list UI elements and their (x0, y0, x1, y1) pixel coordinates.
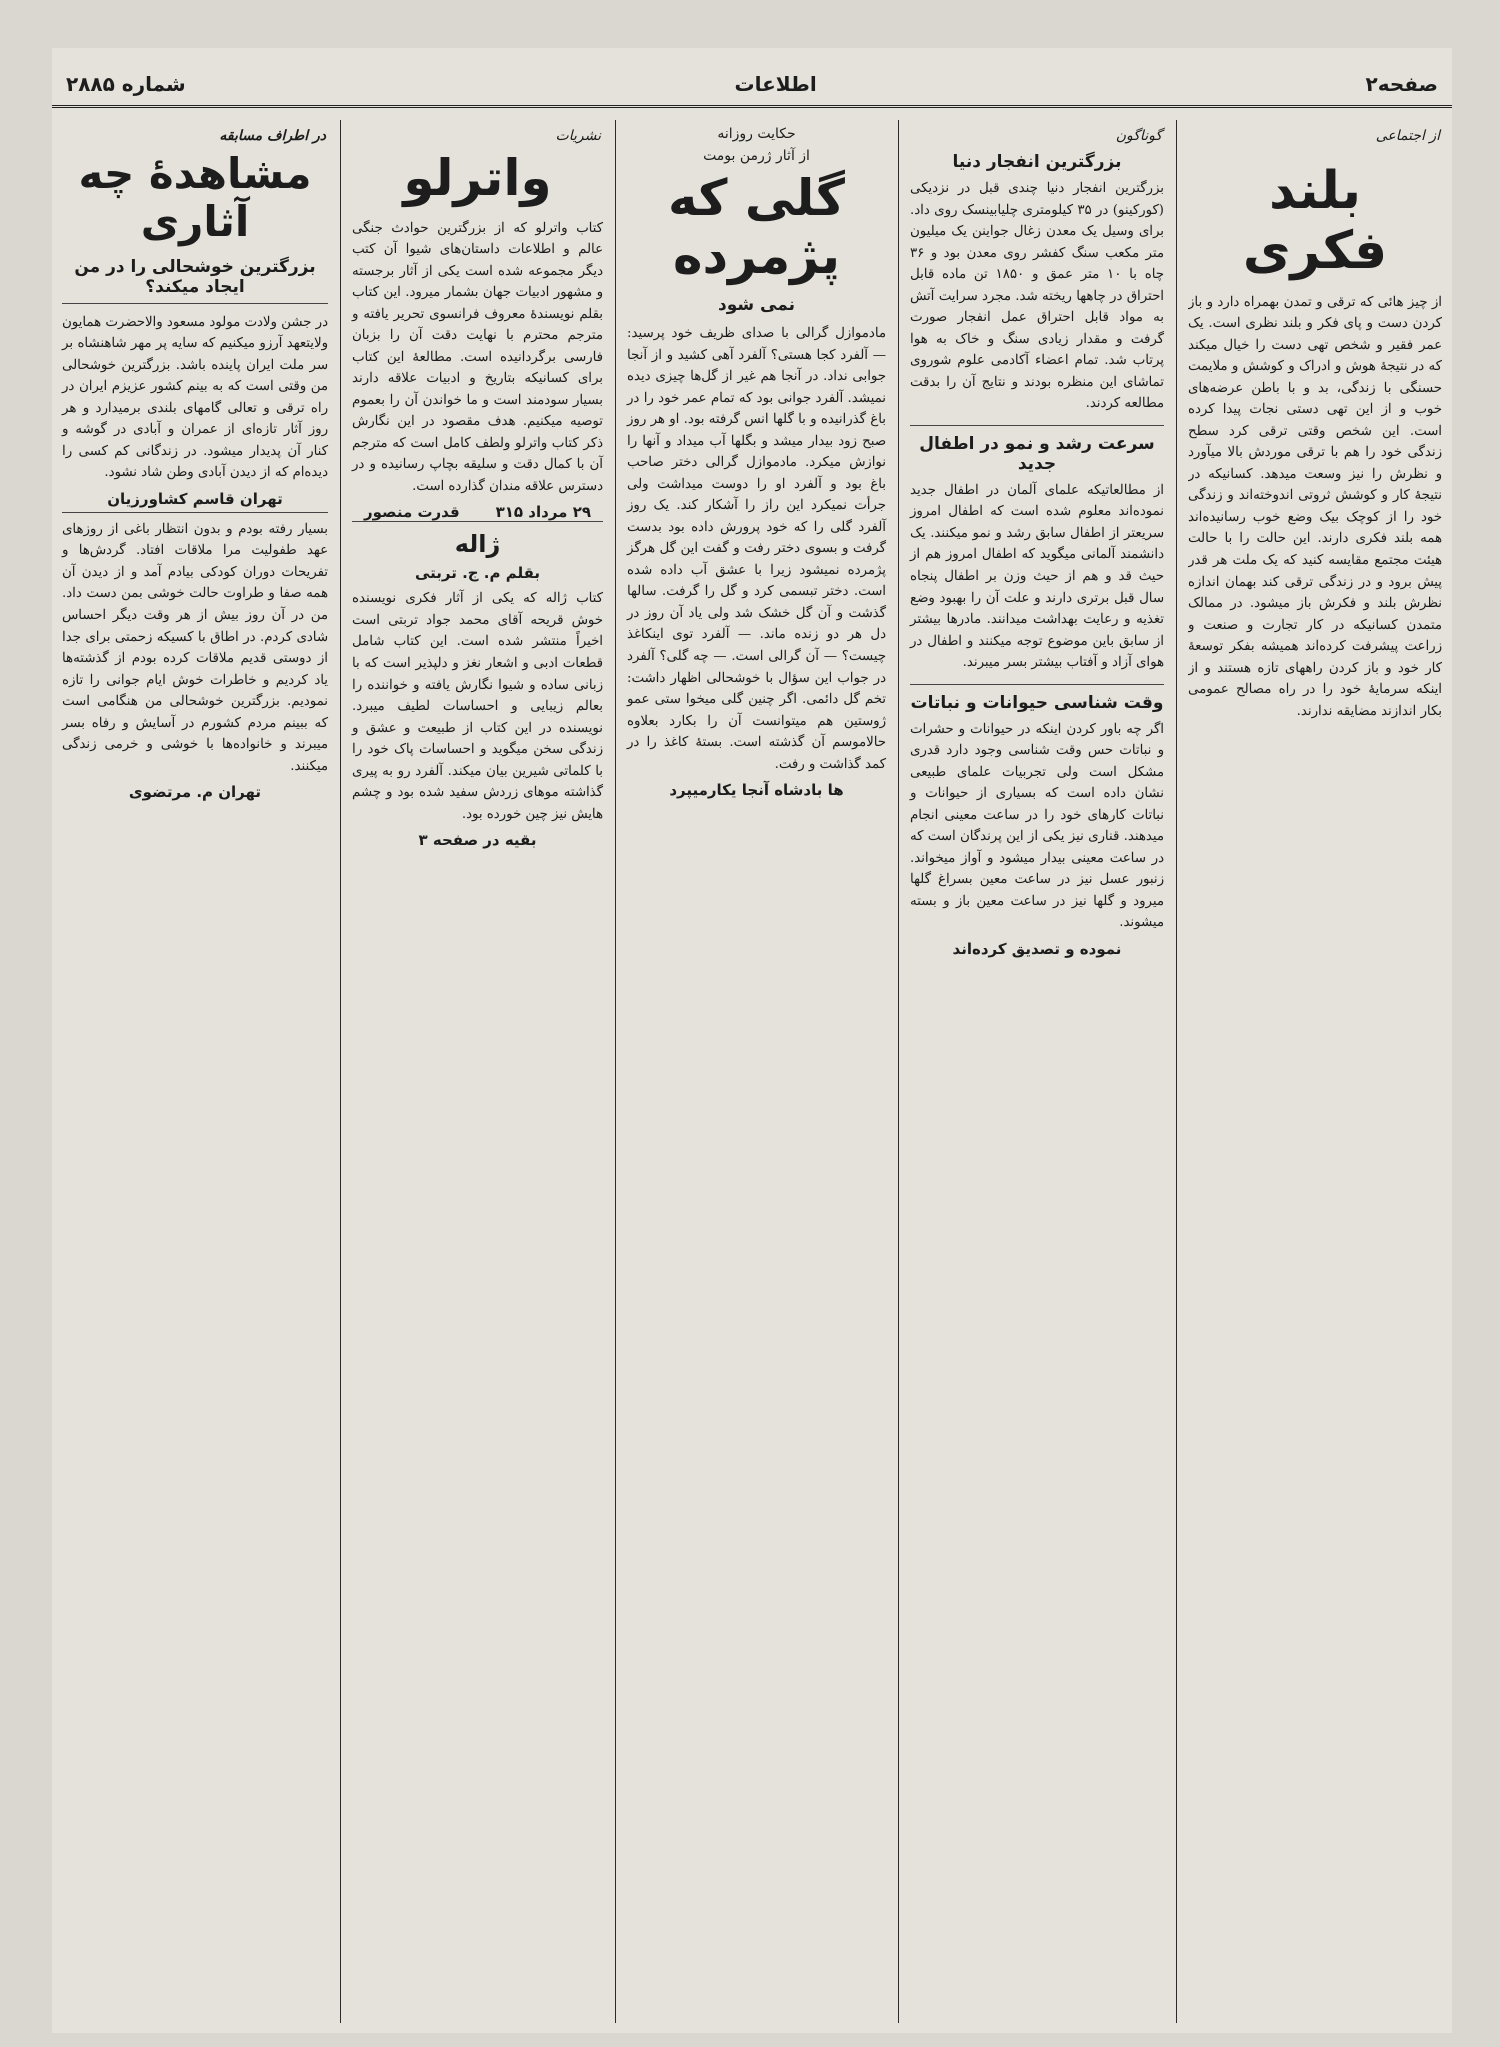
news-item-headline: سرعت رشد و نمو در اطفال جدید (919, 433, 1155, 474)
article-body: مادموازل گرالی با صدای ظریف خود پرسید: — آلفرد کجا هستی؟ آلفرد آهی کشید و از آنجا جوابی نداد. در آنجا هم غیر از گل‌ها چیزی دیده نمیشد. آلفرد جوانی بود که تمام عمر خود را در باغ گذرانیده و با گلها انس گرفته بود. او هر روز صبح زود بیدار میشد و بگلها آب میداد و آنها را نوازش میکرد. مادموازل گرالی دختر صاحب باغ بود و آلفرد او را دوست میداشت ولی جرأت نمیکرد این راز را آشکار کند. یک روز آلفرد گلی را که خود پرورش داده بود بدست گرفت و بسوی دختر رفت و گفت این گل هرگز پژمرده نمیشود زیرا با عشق آب داده شده است. دختر تبسمی کرد و گل را گرفت. سالها گذشت و آن گل خشک شد ولی یاد آن روز در دل هر دو زنده ماند. — آلفرد توی اینکاغذ چیست؟ — آن گرالی است. — چه گلی؟ آلفرد در جواب این سؤال با خوشحالی اظهار داشت: تخم گل دائمی. اگر چنین گلی میخوا ستی عمو ژوستین هم میتوانست آن را بکارد بعلاوه حالاموسم آن گذشته است. بستهٔ کاغذ را در کمد گذاشت و رفت. (627, 326, 886, 772)
news-item-body: اگر چه باور کردن اینکه در حیوانات و حشرات و نباتات حس وقت شناسی وجود دارد قدری مشکل است ولی تجربیات علمای طبیعی نشان داده است که بسیاری از حیوانات و نباتات کارهای خود را در ساعت معینی انجام میدهند. قناری نیز یکی از این پرندگان است که در ساعت معینی بیدار میشود و آواز میخواند. زنبور عسل نیز در ساعت معین بسراغ گلها میرود و گلها نیز در ساعت معین باز و بسته میشوند. (910, 721, 1164, 931)
column-rule (340, 120, 341, 2023)
article-headline: بلند فکری (1242, 161, 1388, 281)
news-item-body: بزرگترین انفجار دنیا چندی قبل در نزدیکی (کورکینو) در ۳۵ کیلومتری چلیابینسک روی داد. برای وسیل یک معدن زغال جواینن یک میلیون متر مکعب سنگ کفشر روی معدن بود و ۳۶ چاه با ۱۰ متر عمق و ۱۸۵۰ تن ماده قابل احتراق در چاهها ریخته شد. مجرد سرایت آتش به مواد قابل احتراق عمل انفجار صورت گرفت و مقدار زیادی سنگ و خاک به هوا پرتاب شد. تمام اعضاء آکادمی علوم شوروی تماشای این منظره بودند و نتایج آن را بدقت مطالعه کردند. (910, 181, 1164, 412)
news-item-headline: بزرگترین انفجار دنیا (952, 152, 1122, 172)
news-item-time-sense (910, 693, 1164, 958)
news-item-closing: نموده و تصدیق کرده‌اند (952, 939, 1122, 958)
article-subheadline: بزرگترین خوشحالی را در من ایجاد میکند؟ (62, 257, 328, 304)
contest-entry-byline: تهران م. مرتضوی (128, 783, 262, 802)
article-dateline (352, 503, 603, 522)
column-miscellany (900, 120, 1174, 2033)
news-item-headline: وقت شناسی حیوانات و نباتات (910, 692, 1164, 713)
column-publications (342, 120, 613, 2033)
section-rubric: نشریات (555, 128, 601, 144)
section-rubric: حکایت روزانه (717, 126, 796, 142)
review-byline: بقلم م. ج. تربتی (414, 564, 541, 583)
paper-name: اطلاعات (734, 71, 817, 96)
section-kicker: در اطراف مسابقه (219, 128, 326, 144)
contest-entry-body: در جشن ولادت مولود مسعود والاحضرت همایون ولایتعهد آرزو میکنیم که سایه پر مهر شاهنشاه بر سر ملت ایران پاینده باشد. بزرگترین خوشحالی من وقتی است که به بینم کشور عزیزم ایران در راه ترقی و تعالی گامهای بلندی برمیدارد و هر روز آثار تازه‌ای از عمران و آبادی در گوشه و کنار آن پدیدار میشود. در زندگانی کم کسی را دیده‌ام که از دیدن آبادی وطن شاد نشود. (62, 314, 328, 481)
article-boland-fekri (1178, 120, 1452, 2033)
article-headline: واترلو (403, 149, 552, 207)
contest-entry-byline: تهران قاسم کشاورزیان (62, 490, 328, 513)
contest-entry-body: بسیار رفته بودم و بدون انتظار باغی از روزهای عهد طفولیت مرا ملاقات افتاد. گردش‌ها و تفریحات دوران کودکی بیادم آمد و از دیدن آن همه صفا و طراوت حالت خوشی بمن دست داد. من در آن روز بیش از هر وقت دیگر احساس شادی کردم. در اطاق با کسیکه زحمتی برای جدا از دوستی قدیم ملاقات کرده بودم از گذشته‌ها یاد کردیم و خاطرات خوش ایام جوانی را تازه نمودیم. بزرگترین خوشحالی من هنگامی است که ببینم مردم کشورم در آسایش و رفاه بسر میبرند و خانواده‌ها با خوشی و خرمی زندگی میکنند. (62, 521, 328, 774)
issue-number: شماره ۲۸۸۵ (66, 71, 186, 96)
dateline-date: ۲۹ مرداد ۳۱۵ (495, 503, 591, 522)
article-headline: مشاهدهٔ چه آثاری (78, 149, 312, 247)
article-body: از چیز هائی که ترقی و تمدن بهمراه دارد و باز کردن دست و پای فکر و بلند نظری است. یک عمر فقیر و شخص تهی دست را خیال میکند که در نتیجهٔ هوش و ادراک و کوشش و ملایمت حسنگی با زندگی، بد و با باطن عرضه‌های خوب و از این تهی دستی نجات پیدا کرده است. این شخص وقتی ترقی کرد سطح زندگی خود را هم با ترقی موردش بالا میآورد و نظرش را نیز وسعت میدهد. کسانیکه در نتیجهٔ کار و کوشش ثروتی اندوخته‌اند و زندگی خود را از کوچک بیک وضع خوب رسانیده‌اند همه بلند فکری دارند. این حالت را با حالت هیئت مجتمع مقایسه کنید که یک ملت هر قدر پیش برود و در زندگی ترقی کند بهمان اندازه نظرش بلند و فکرش باز میشود. در ممالک متمدن کسانیکه در کار تجارت و صنعت و زراعت پیشرفت کرده‌اند همیشه بفکر توسعهٔ کار خود و باز کردن راههای تازه هستند و از اینکه سرمایهٔ خود را در راه مصالح عمومی بکار اندازند مضایقه ندارند. (1188, 294, 1442, 719)
column-rule (1176, 120, 1177, 2023)
review-body: کتاب ژاله که یکی از آثار فکری نویسنده خوش قریحه آقای محمد جواد تربتی است اخیراً منتشر شده است. این کتاب شامل قطعات ادبی و اشعار نغز و دلپذیر است که با زبانی ساده و شیوا نگارش یافته و خواننده را بعالم زیبایی و احساسات لطیف میبرد. نویسنده در این کتاب از طبیعت و عشق و زندگی سخن میگوید و احساسات پاک خود را با کلماتی شیرین بیان میکند. آلفرد رو به پیری گذاشته موهای زردش سفید شده بود و چشم هایش نیز چین خورده بود. (352, 591, 603, 822)
article-body: کتاب واترلو که از بزرگترین حوادث جنگی عالم و اطلاعات داستان‌های شیوا آن کتب دیگر مجموعه شده است یکی از آثار برجسته و مشهور ادبیات جهان بشمار میرود. این کتاب بقلم نویسندهٔ معروف فرانسوی تحریر یافته و مترجم محترم با نهایت دقت آن را بزبان فارسی برگردانیده است. مطالعهٔ این کتاب برای کسانیکه بتاریخ و ادبیات علاقه دارند بسیار سودمند است و ما خواندن آن را بعموم توصیه میکنیم. هدف مقصود در این نگارش ذکر کتاب واترلو ولطف کامل است که مترجم آن با کمال دقت و سلیقه بچاپ رسانیده و در دسترس علاقه مندان گذارده است. (352, 220, 603, 494)
article-closing: ها بادشاه آنجا یکارمیپرد (669, 781, 844, 800)
column-rule (898, 120, 899, 2023)
news-item-body: از مطالعاتیکه علمای آلمان در اطفال جدید نموده‌اند معلوم شده است که اطفال امروز سریعتر از اطفال سابق رشد و نمو میکنند. یک دانشمند آلمانی میگوید که اطفال امروز هم از حیث قد و هم از حیث وزن بر اطفال پنجاه سال قبل برتری دارند و علت آن را بهبود وضع تغذیه و رعایت بهداشت میدانند. مادرها بیشتر از سابق باین موضوع توجه میکنند و اطفال در هوای آزاد و آفتاب بیشتر بسر میبرند. (910, 482, 1164, 671)
newspaper-page (52, 48, 1452, 2033)
page-number: صفحه۲ (1365, 71, 1438, 96)
article-attribution: از آثار ژرمن بومت (703, 148, 810, 164)
news-item-child-growth (910, 434, 1164, 685)
section-kicker: گوناگون (1115, 128, 1162, 144)
continued-note: بقیه در صفحه ۳ (418, 831, 537, 850)
article-daily-story (617, 120, 896, 2033)
article-contest (52, 120, 338, 2033)
news-item-explosion (910, 152, 1164, 426)
section-kicker: از اجتماعی (1375, 128, 1440, 144)
column-rule (615, 120, 616, 2023)
dateline-author: قدرت منصور (364, 503, 460, 522)
article-subheadline: نمی شود (718, 295, 795, 315)
article-headline: گلی که پژمرده (668, 169, 845, 285)
page-header (52, 62, 1452, 108)
review-headline: ژاله (454, 530, 501, 559)
